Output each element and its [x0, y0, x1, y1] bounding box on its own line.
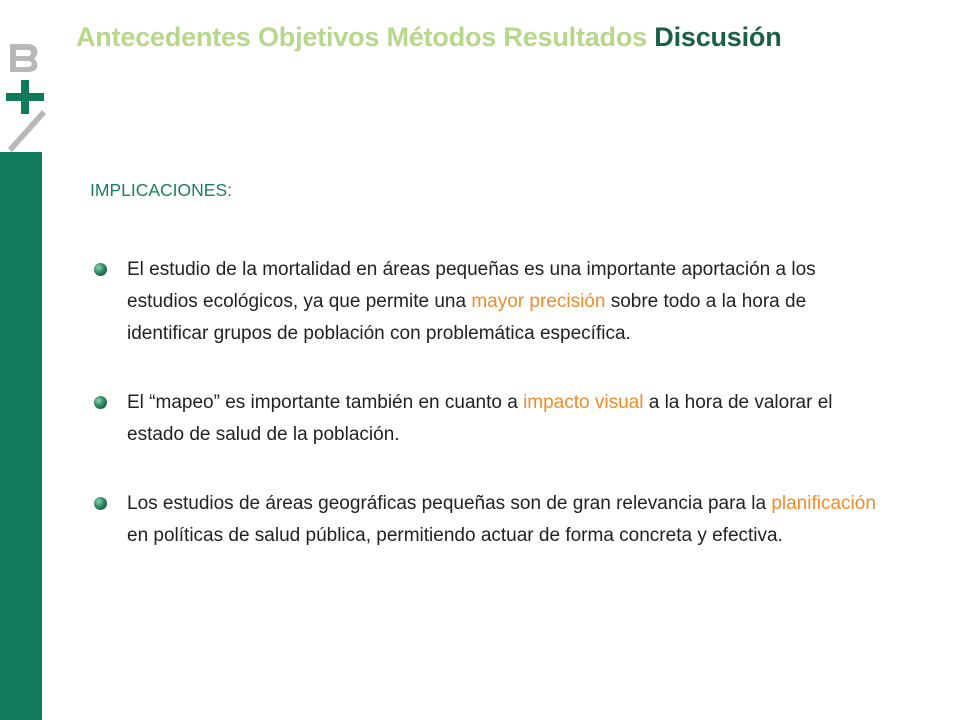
- bullet-item: [93, 254, 883, 350]
- bullet-dot-icon: [94, 263, 107, 276]
- bullet-text: a la hora de valorar el estado de salud de la población.: [127, 392, 833, 445]
- section-title: IMPLICACIONES:: [90, 180, 232, 200]
- nav-item-metodos[interactable]: Métodos: [386, 22, 497, 52]
- bullet-item: [93, 387, 883, 451]
- bullet-dot-icon: [94, 497, 107, 510]
- bullet-text: El estudio de la mortalidad en áreas pequeñas es una importante aportación a los estudios ecológicos, ya que permite una: [127, 259, 816, 312]
- bullet-dot-icon: [94, 396, 107, 409]
- implications-list: [93, 254, 883, 552]
- bullet-text: Los estudios de áreas geográficas pequeñas son de gran relevancia para la: [127, 493, 772, 514]
- bullet-highlight: planificación: [771, 493, 876, 514]
- bullet-text: en políticas de salud pública, permitiendo actuar de forma concreta y efectiva.: [127, 525, 783, 546]
- bullet-highlight: impacto visual: [523, 392, 644, 413]
- bullet-text: El “mapeo” es importante también en cuanto a: [127, 392, 524, 413]
- nav-item-resultados[interactable]: Resultados: [503, 22, 647, 52]
- section-navigation: [76, 22, 782, 53]
- sidebar-bar: [0, 152, 42, 720]
- nav-item-objetivos[interactable]: Objetivos: [257, 22, 380, 52]
- brand-logo-icon: [2, 38, 48, 153]
- bullet-item: [93, 488, 883, 552]
- bullet-highlight: mayor precisión: [471, 291, 606, 312]
- bullet-text: sobre todo a la hora de identificar grupos de población con problemática específica.: [127, 291, 807, 344]
- nav-item-discusion-active[interactable]: Discusión: [654, 22, 782, 52]
- nav-item-antecedentes[interactable]: Antecedentes: [76, 22, 251, 52]
